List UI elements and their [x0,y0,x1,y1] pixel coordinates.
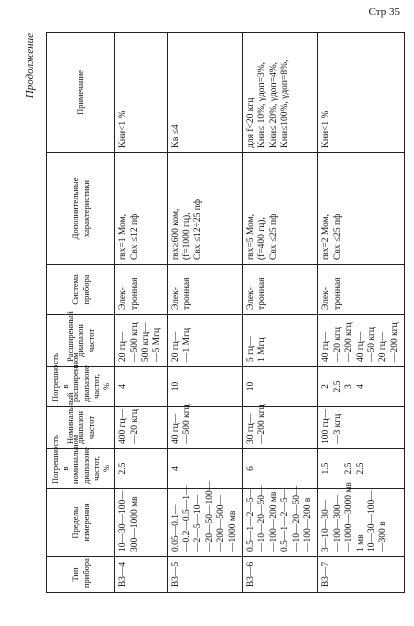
cell-line: В3—6 [246,561,257,588]
table-cell-type [115,557,168,593]
cell-line: 20 гц— [118,331,129,362]
cell-line: В3—4 [118,561,129,588]
cell-line: —200 кгц [257,404,268,444]
table-cell-type [318,557,405,593]
table-cell-err-ext [167,367,242,407]
cell-line: —20—50—100— [204,480,215,552]
cell-line: 30 гц— [246,413,257,444]
table-cell-note [318,33,405,153]
table-row [167,33,242,593]
table-cell-err-nom [243,449,318,489]
cell-line: 5 гц— [246,336,257,362]
cell-line: —20 кгц [129,409,140,444]
cell-line: Kни≤100%, γдоп=8%, [280,59,291,148]
cell-line: Элек- [118,287,129,310]
cell-line: Kни<1 % [118,110,129,148]
header-cell: Система прибора [47,265,115,315]
cell-line: 4 [170,466,181,471]
table-cell-type [167,557,242,593]
table-cell-ext-range [115,315,168,367]
table-cell-limits [318,482,405,557]
cell-line: —1000—3000 мв [344,482,355,552]
header-cell: Погрешность в номинальном диапазоне частот, % [47,449,115,489]
cell-line: Cвх ≤25 пф [332,213,343,260]
cell-line: —200—500— [216,495,227,552]
cell-line: 2.5 [355,462,366,475]
table-cell-system [167,265,242,315]
instrument-table [46,32,405,593]
cell-line: 20 гц— [170,331,181,362]
table-cell-extra [167,153,242,265]
page-number: Стр 35 [368,6,400,18]
cell-line: 2 [321,384,332,389]
cell-line: —200 кгц [344,322,355,362]
table-body [115,33,405,593]
cell-line: (f=400 гц), [257,217,268,260]
table-cell-err-ext [318,367,405,407]
cell-line: Kни≤ 20%, γдоп=4%, [268,61,279,148]
table-cell-type [243,557,318,593]
header-cell: Примечание [47,33,115,153]
table-row [115,33,168,593]
table-cell-nom-range [167,404,242,449]
header-cell: Пределы измерения [47,489,115,557]
table-cell-system [318,265,405,315]
cell-line: —200 кгц [389,322,400,362]
rotated-table-wrapper [24,33,400,593]
table-cell-limits [167,480,242,557]
cell-line: 2.5 [332,380,343,393]
cell-line: тронная [257,277,268,310]
cell-line: В3—7 [321,561,332,588]
cell-line: 40 гц— [170,413,181,444]
cell-line: —1000 мв [227,510,238,552]
cell-line: —20 кгц [332,327,343,362]
cell-line: rвх≥600 ком, [170,208,181,260]
cell-line: 10—30—100— [366,490,377,552]
cell-line: 1 Мгц [257,337,268,362]
cell-line: 0.5—1—2—5— [280,487,291,552]
cell-line: 6 [246,466,257,471]
table-cell-system [115,265,168,315]
cell-line: Cвх ≤25 пф [268,213,279,260]
cell-line: 3—10—30— [321,499,332,552]
cell-line: (f=1000 гц), [182,212,193,260]
cell-line: —3 кгц [332,413,343,444]
cell-line: тронная [182,277,193,310]
cell-line: тронная [129,277,140,310]
continuation-label: Продолжение [24,33,36,99]
cell-line: 500 кгц— [140,322,151,362]
cell-line: —1 Мгц [182,327,193,362]
cell-line: —100—300— [332,495,343,552]
header-cell: Дополнительные характеристики [47,153,115,265]
cell-line: 2.5 [344,462,355,475]
table-cell-ext-range [318,315,405,367]
table-cell-extra [115,153,168,265]
table-cell-note [243,33,318,153]
cell-line: Kни<1 % [321,110,332,148]
cell-line: В3—5 [170,561,181,588]
cell-line: 10 [246,381,257,392]
cell-line: —5 Мгц [152,327,163,362]
cell-line: тронная [332,277,343,310]
cell-line: 10—30—100— [118,490,129,552]
cell-line: rвх=5 Мом, [246,213,257,260]
cell-line: 3 [344,384,355,389]
table-cell-nom-range [115,407,168,449]
cell-line: Kни≤ 10%, γдоп=3%, [257,61,268,148]
cell-line: Элек- [321,287,332,310]
table-cell-system [243,265,318,315]
cell-line: —2—5—10— [193,495,204,552]
cell-line [333,453,344,484]
table-cell-ext-range [243,315,318,367]
cell-line: Элек- [170,287,181,310]
table-cell-err-ext [243,367,318,407]
cell-line: 400 гц— [118,408,129,444]
cell-line: 40 гц— [321,331,332,362]
cell-line: Cвх ≤12 пф [129,213,140,260]
table-cell-err-ext [115,367,168,407]
table-cell-note [167,33,242,153]
cell-line: 2.5 [118,462,129,475]
cell-line: 0.5—1—2—5— [246,487,257,552]
cell-line: rвх=1 Мом, [118,213,129,260]
table-cell-extra [243,153,318,265]
table-cell-limits [115,489,168,557]
cell-line: 20 гц— [378,331,389,362]
table-cell-extra [318,153,405,265]
cell-line: 100 гц— [321,408,332,444]
cell-line: 1 мв [355,534,366,552]
table-cell-note [115,33,168,153]
cell-line: —500 кгц [182,404,193,444]
cell-line: rвх=2 Мом, [321,213,332,260]
table-cell-err-nom [115,449,168,489]
cell-line: 10 [170,381,181,392]
table-cell-limits [243,485,318,557]
header-cell: Тип прибора [47,557,115,593]
cell-line: 4 [118,384,129,389]
cell-line: 4 [355,384,366,389]
cell-line: 300—1000 мв [129,496,140,552]
table-row [243,33,318,593]
cell-line: 0.05—0.1— [170,504,181,552]
cell-line: 1.5 [321,462,332,475]
header-cell: Номинальный диапазон частот [47,407,115,449]
table-cell-err-nom [318,449,405,489]
cell-line: Элек- [246,287,257,310]
cell-line: —100—200 в [302,497,313,552]
cell-line: —10—20—50— [291,485,302,552]
table-header-row [47,33,115,593]
cell-line: —300 в [378,521,389,552]
table-cell-nom-range [318,407,405,449]
table-cell-nom-range [243,404,318,449]
cell-line: Cвх ≤12÷25 пф [193,199,204,260]
cell-line: —500 кгц [129,322,140,362]
table-cell-ext-range [167,315,242,367]
header-cell: Погрешность в расширенном диапазоне частот, % [47,367,115,407]
cell-line: —10—20—50— [257,485,268,552]
cell-line: Kв ≤4 [170,124,181,148]
cell-line: —100—200 мв [268,491,279,552]
header-cell: Расширенный диапазон частот [47,315,115,367]
table-row [318,33,405,593]
cell-line: —0.2—0.5—1— [182,485,193,552]
cell-line: для f<20 кгц [246,97,257,148]
cell-line: 40 гц— [355,331,366,362]
cell-line: —50 кгц [366,327,377,362]
